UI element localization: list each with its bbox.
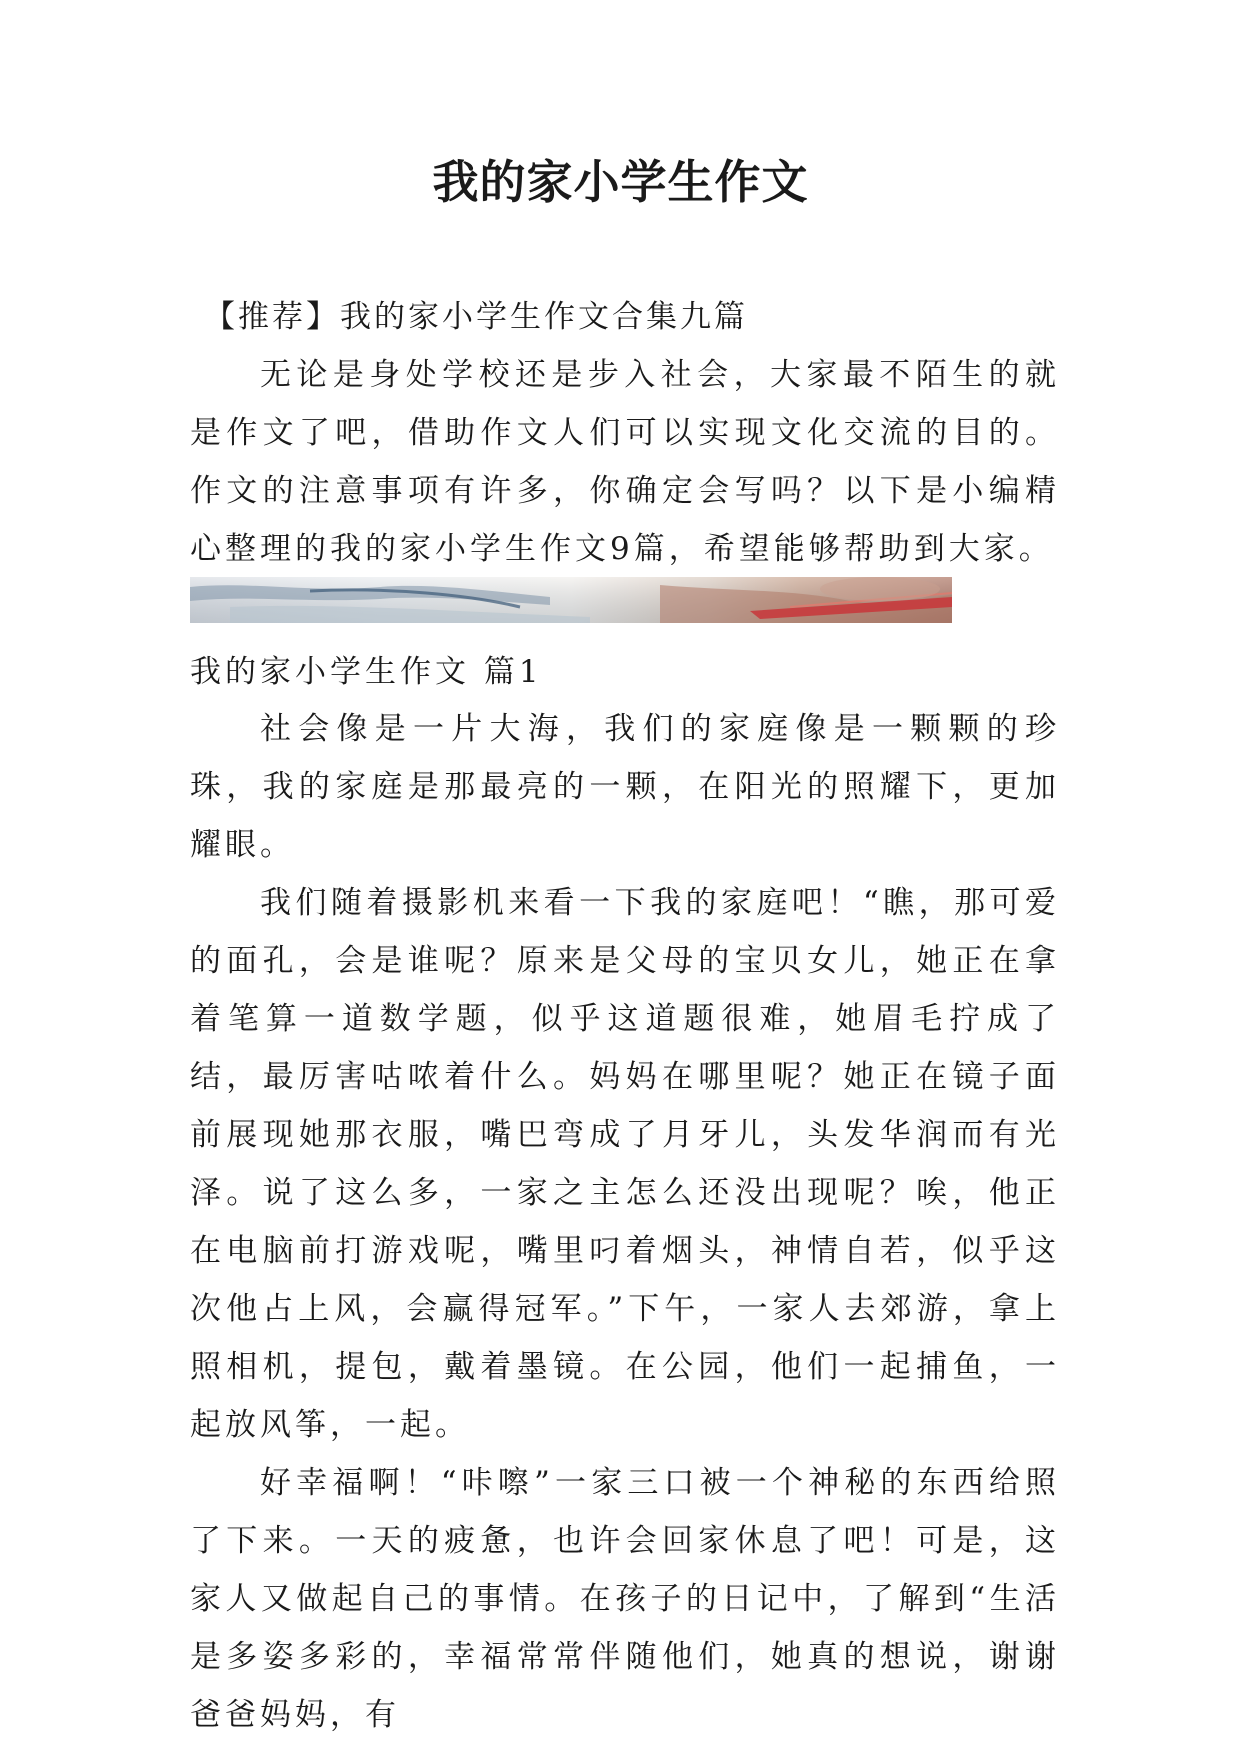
banner-image bbox=[190, 577, 952, 623]
body-paragraph: 我们随着摄影机来看一下我的家庭吧！“瞧，那可爱的面孔，会是谁呢？原来是父母的宝贝女儿，她正在拿着笔算一道数学题，似乎这道题很难，她眉毛拧成了结，最厉害咕哝着什么。妈妈在哪里呢？她正在镜子面前展现她那衣服，嘴巴弯成了月牙儿，头发华润而有光泽。说了这么多，一家之主怎么还没出现呢？唉，他正在电脑前打游戏呢，嘴里叼着烟头，神情自若，似乎这次他占上风，会赢得冠军。”下午，一家人去郊游，拿上照相机，提包，戴着墨镜。在公园，他们一起捕鱼，一起放风筝，一起。 bbox=[190, 885, 1060, 1443]
intro-paragraph: 无论是身处学校还是步入社会，大家最不陌生的就是作文了吧，借助作文人们可以实现文化交流的目的。作文的注意事项有许多，你确定会写吗？以下是小编精心整理的我的家小学生作文9篇，希望能够帮助到大家。 bbox=[190, 357, 1060, 567]
banner-photo bbox=[190, 577, 952, 623]
body-paragraph: 好幸福啊！“咔嚓”一家三口被一个神秘的东西给照了下来。一天的疲惫，也许会回家休息了吧！可是，这家人又做起自己的事情。在孩子的日记中，了解到“生活是多姿多彩的，幸福常常伴随他们，她真的想说，谢谢爸爸妈妈，有 bbox=[190, 1465, 1060, 1733]
page-title: 我的家小学生作文 bbox=[432, 155, 809, 209]
intro-block bbox=[190, 288, 1060, 578]
section-heading: 我的家小学生作文 篇1 bbox=[190, 654, 543, 690]
body-paragraph: 社会像是一片大海，我们的家庭像是一颗颗的珍珠，我的家庭是那最亮的一颗，在阳光的照耀下，更加耀眼。 bbox=[190, 711, 1060, 863]
article-body bbox=[190, 700, 1060, 1744]
section-heading-block bbox=[190, 643, 1060, 701]
subtitle: 【推荐】我的家小学生作文合集九篇 bbox=[204, 299, 748, 335]
